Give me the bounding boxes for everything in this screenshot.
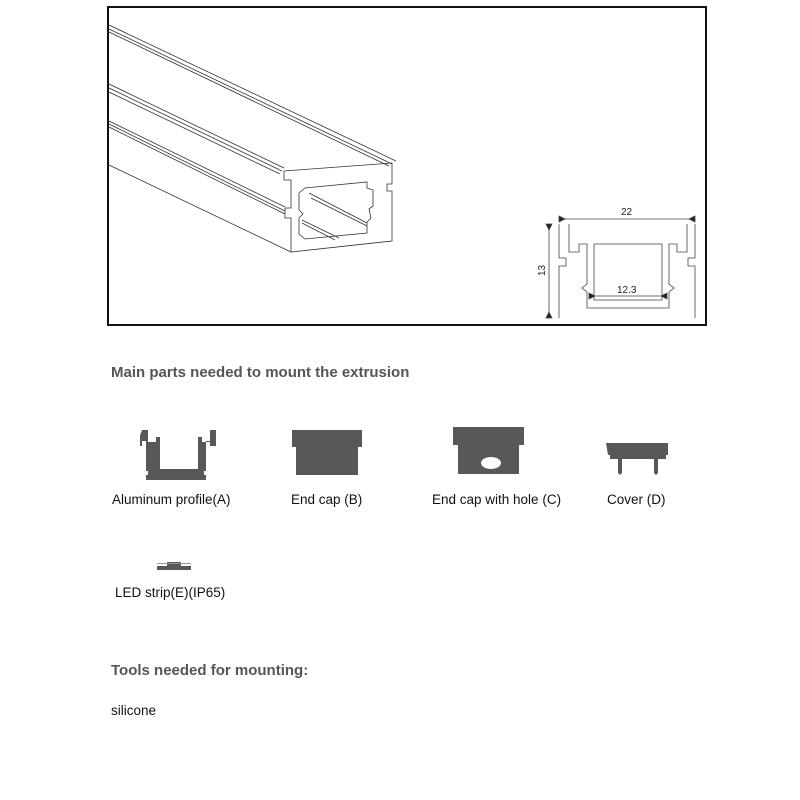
end-cap-icon — [292, 430, 364, 476]
part-label-aluminum-profile: Aluminum profile(A) — [112, 492, 231, 507]
part-label-end-cap-with-hole: End cap with hole (C) — [432, 492, 562, 507]
part-label-cover: Cover (D) — [607, 492, 666, 507]
main-parts-heading: Main parts needed to mount the extrusion — [111, 364, 410, 381]
end-cap-hole-icon — [453, 427, 527, 475]
cover-icon — [606, 443, 670, 475]
product-drawing-frame — [107, 6, 707, 326]
aluminum-profile-icon — [140, 430, 218, 480]
led-strip-icon — [157, 561, 193, 571]
part-label-led-strip: LED strip(E)(IP65) — [115, 585, 226, 600]
extrusion-isometric-drawing — [109, 8, 705, 324]
cross-section-drawing — [546, 216, 695, 318]
tool-item-silicone: silicone — [111, 703, 157, 718]
part-label-end-cap: End cap (B) — [291, 492, 363, 507]
tools-heading: Tools needed for mounting: — [111, 662, 309, 679]
dimension-height-label: 13 — [537, 264, 548, 276]
dimension-inner-width-label: 12.3 — [617, 285, 637, 296]
dimension-width-label: 22 — [621, 207, 633, 218]
